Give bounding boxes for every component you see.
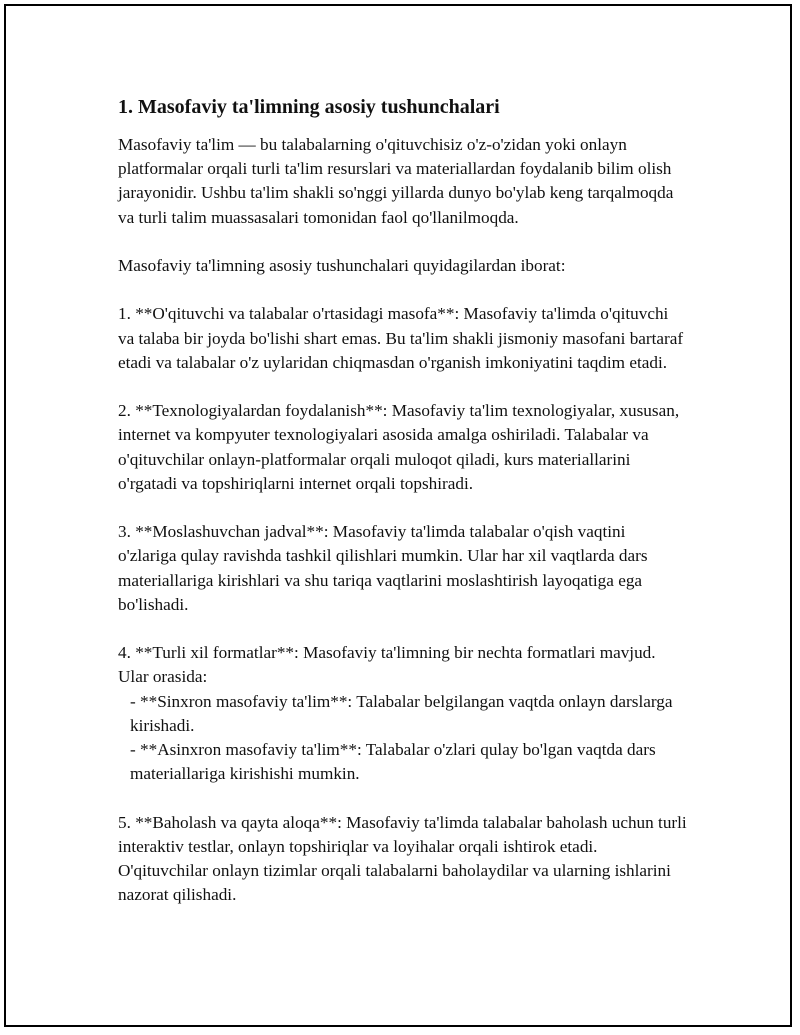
paragraph-spacer — [118, 375, 688, 399]
document-body — [118, 93, 691, 907]
intro-paragraph: Masofaviy ta'lim — bu talabalarning o'qituvchisiz o'z-o'zidan yoki onlayn platformalar orqali turli ta'lim resurslari va materiallardan foydalanib bilim olish jarayonidir. Ushbu ta'lim shakli so'nggi yillarda dunyo bo'ylab keng tarqalmoqda va turli talim muassasalari tomonidan faol qo'llanilmoqda. — [118, 135, 678, 227]
sub-list-item-synchronous: - **Sinxron masofaviy ta'lim**: Talabalar belgilangan vaqtda onlayn darslarga kirishadi. — [130, 691, 677, 735]
lead-paragraph: Masofaviy ta'limning asosiy tushunchalari quyidagilardan iborat: — [118, 256, 566, 275]
list-item-1: 1. **O'qituvchi va talabalar o'rtasidagi masofa**: Masofaviy ta'limda o'qituvchi va talaba bir joyda bo'lishi shart emas. Bu ta'lim shakli jismoniy masofani bartaraf etadi va talabalar o'z uylaridan chiqmasdan o'rganish imkoniyatini taqdim etadi. — [118, 304, 688, 372]
sub-list-item-asynchronous: - **Asinxron masofaviy ta'lim**: Talabalar o'zlari qulay bo'lgan vaqtda dars materiallariga kirishishi mumkin. — [130, 740, 660, 784]
list-item-4: 4. **Turli xil formatlar**: Masofaviy ta'limning bir nechta formatlari mavjud. Ular orasida: — [118, 643, 660, 687]
list-item-2: 2. **Texnologiyalardan foydalanish**: Masofaviy ta'lim texnologiyalar, xususan, internet va kompyuter texnologiyalari asosida amalga oshiriladi. Talabalar va o'qituvchilar onlayn-platformalar orqali muloqot qiladi, kurs materiallarini o'rgatadi va topshiriqlarni internet orqali topshiradi. — [118, 401, 684, 493]
paragraph-spacer — [118, 278, 688, 302]
paragraph-spacer — [118, 230, 688, 254]
list-item-5: 5. **Baholash va qayta aloqa**: Masofaviy ta'limda talabalar baholash uchun turli interaktiv testlar, onlayn topshiriqlar va loyihalar orqali ishtirok etadi. O'qituvchilar onlayn tizimlar orqali talabalarni baholaydilar va ularning ishlarini nazorat qilishadi. — [118, 812, 691, 905]
section-heading: 1. Masofaviy ta'limning asosiy tushunchalari — [118, 96, 500, 118]
paragraph-spacer — [118, 617, 688, 641]
list-item-3: 3. **Moslashuvchan jadval**: Masofaviy ta'limda talabalar o'qish vaqtini o'zlariga qulay ravishda tashkil qilishlari mumkin. Ular har xil vaqtlarda dars materiallariga kirishlari va shu tariqa vaqtlarini moslashtirish layoqatiga ega bo'lishadi. — [118, 522, 652, 614]
paragraph-spacer — [118, 786, 688, 810]
paragraph-spacer — [118, 496, 688, 520]
